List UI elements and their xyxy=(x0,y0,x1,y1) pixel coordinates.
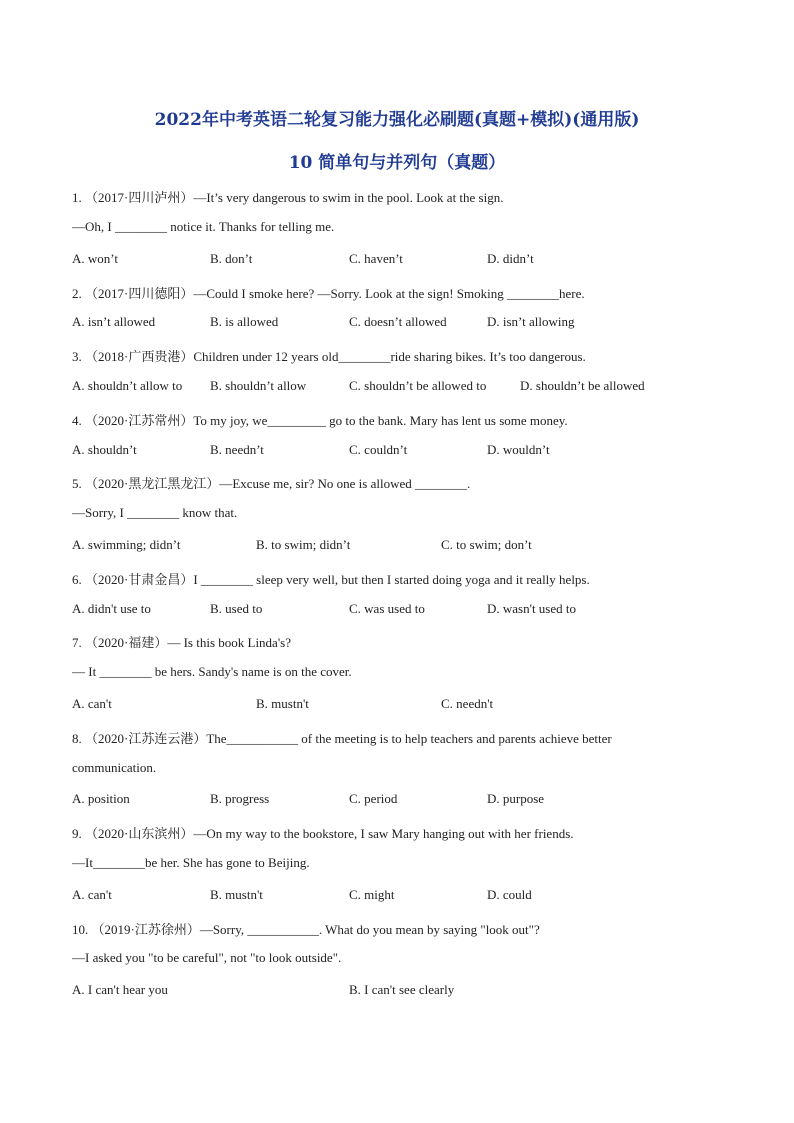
section-subtitle: 10 简单句与并列句（真题） xyxy=(288,153,506,173)
question-2-option-c: C. doesn’t allowed xyxy=(349,314,447,329)
question-9-option-b: B. mustn't xyxy=(210,887,263,902)
question-9-option-a: A. can't xyxy=(72,887,112,902)
question-7-response: — It ________ be hers. Sandy's name is on the cover. xyxy=(72,664,352,679)
question-6-option-c: C. was used to xyxy=(349,601,425,616)
question-6-option-b: B. used to xyxy=(210,601,263,616)
question-2-option-b: B. is allowed xyxy=(210,314,279,329)
question-1-option-b: B. don’t xyxy=(210,251,253,266)
question-4-option-c: C. couldn’t xyxy=(349,442,408,457)
question-8-option-a: A. position xyxy=(72,791,130,806)
question-4-option-b: B. needn’t xyxy=(210,442,264,457)
question-10-option-b: B. I can't see clearly xyxy=(349,982,455,997)
question-1-option-c: C. haven’t xyxy=(349,251,403,266)
question-1-option-d: D. didn’t xyxy=(487,251,534,266)
question-10-response: —I asked you "to be careful", not "to look outside". xyxy=(72,950,342,965)
question-2-stem: 2. （2017·四川德阳）—Could I smoke here? —Sorry. Look at the sign! Smoking ________here. xyxy=(72,286,585,301)
question-9-option-c: C. might xyxy=(349,887,395,902)
question-8-option-b: B. progress xyxy=(210,791,270,806)
question-3-option-a: A. shouldn’t allow to xyxy=(72,378,183,393)
question-7-option-b: B. mustn't xyxy=(256,696,309,711)
question-10-stem: 10. （2019·江苏徐州）—Sorry, ___________. What do you mean by saying "look out"? xyxy=(72,922,540,937)
question-7-stem: 7. （2020·福建）— Is this book Linda's? xyxy=(72,635,291,650)
question-2-option-a: A. isn’t allowed xyxy=(72,314,156,329)
question-8-stem-continued: communication. xyxy=(72,760,157,775)
question-5-option-c: C. to swim; don’t xyxy=(441,537,532,552)
question-8-option-c: C. period xyxy=(349,791,398,806)
question-6-stem: 6. （2020·甘肃金昌）I ________ sleep very well, but then I started doing yoga and it really helps. xyxy=(72,572,590,587)
question-6-option-d: D. wasn't used to xyxy=(487,601,577,616)
question-6-option-a: A. didn't use to xyxy=(72,601,151,616)
question-9-response: —It________be her. She has gone to Beijing. xyxy=(72,855,310,870)
question-3-option-c: C. shouldn’t be allowed to xyxy=(349,378,487,393)
document-title: 2022年中考英语二轮复习能力强化必刷题(真题+模拟)(通用版) xyxy=(154,110,640,130)
question-4-option-a: A. shouldn’t xyxy=(72,442,137,457)
question-10-option-a: A. I can't hear you xyxy=(72,982,168,997)
question-1-response: —Oh, I ________ notice it. Thanks for telling me. xyxy=(72,219,335,234)
question-5-option-a: A. swimming; didn’t xyxy=(72,537,181,552)
question-9-option-d: D. could xyxy=(487,887,532,902)
question-7-option-a: A. can't xyxy=(72,696,112,711)
question-9-stem: 9. （2020·山东滨州）—On my way to the bookstore, I saw Mary hanging out with her friends. xyxy=(72,826,574,841)
question-3-stem: 3. （2018·广西贵港）Children under 12 years old________ride sharing bikes. It’s too dangerous. xyxy=(72,349,586,364)
question-7-option-c: C. needn't xyxy=(441,696,494,711)
question-3-option-d: D. shouldn’t be allowed xyxy=(520,378,645,393)
question-2-option-d: D. isn’t allowing xyxy=(487,314,575,329)
question-1-option-a: A. won’t xyxy=(72,251,118,266)
question-8-option-d: D. purpose xyxy=(487,791,545,806)
question-8-stem: 8. （2020·江苏连云港）The___________ of the meeting is to help teachers and parents achieve better xyxy=(72,731,612,746)
question-4-option-d: D. wouldn’t xyxy=(487,442,550,457)
question-5-option-b: B. to swim; didn’t xyxy=(256,537,351,552)
question-5-response: —Sorry, I ________ know that. xyxy=(72,505,238,520)
question-3-option-b: B. shouldn’t allow xyxy=(210,378,307,393)
question-5-stem: 5. （2020·黑龙江黑龙江）—Excuse me, sir? No one is allowed ________. xyxy=(72,476,471,491)
question-1-stem: 1. （2017·四川泸州）—It’s very dangerous to swim in the pool. Look at the sign. xyxy=(72,190,504,205)
question-4-stem: 4. （2020·江苏常州）To my joy, we_________ go to the bank. Mary has lent us some money. xyxy=(72,413,568,428)
